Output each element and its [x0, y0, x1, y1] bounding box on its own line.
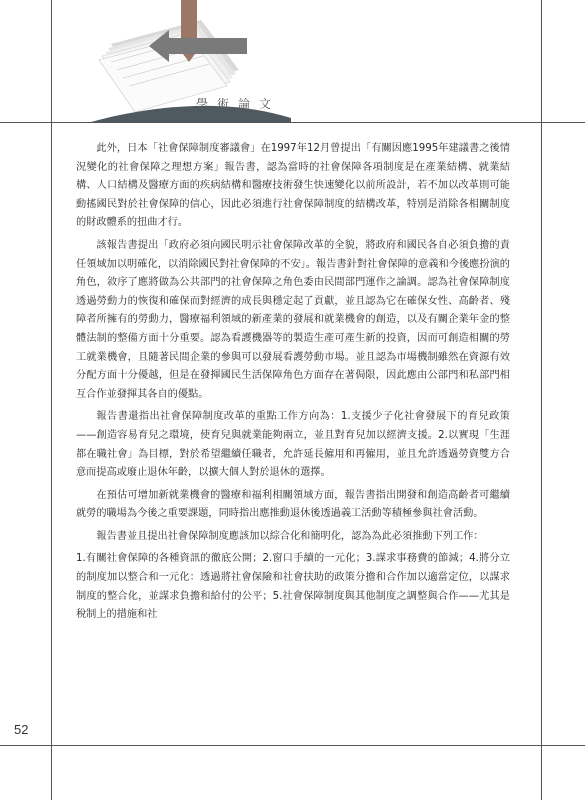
paragraph: 該報告書提出「政府必須向國民明示社會保障改革的全貌，將政府和國民各自必須負擔的責任領域加以明確化，以消除國民對社會保障的不安」。報告書針對社會保障的意義和今後應扮演的角色，敘序了應將做為公共部門的社會保障之角色委由民間部門運作之論調。認為社會保障制度透過勞動力的恢復和確保而對經濟的成長與穩定起了貢獻，並且認為它在確保女性、高齡者、殘障者所擁有的勞動力，醫療福利領域的新產業的發展和就業機會的創造，以及有關企業年金的整體法制的整備方面十分重要。認為看護機器等的製造生產可產生新的投資，因而可創造相關的勞工就業機會，且隨著民間企業的參與可以發展看護勞動市場。並且認為市場機制雖然在資源有效分配方面十分優越，但是在發揮國民生活保障角色方面存在著侷限，因此應由公部門和私部門相互合作並發揮其各自的優點。 — [76, 239, 510, 400]
paragraph: 此外，日本「社會保障制度審議會」在1997年12月曾提出「有關因應1995年建議書之後情況變化的社會保障之理想方案」報告書，認為當時的社會保障各項制度是在產業結構、就業結構、人口結構及醫療方面的疾病結構和醫療技術發生快速變化以前所設計，若不加以改革則可能動搖國民對於社會保障的信心，因此必須進行社會保障制度的結構改革，特別是消除各相關制度的財政體系的扭曲才行。 — [76, 143, 510, 229]
article-body — [76, 140, 510, 629]
right-margin-line — [541, 0, 542, 800]
paragraph: 報告書還指出社會保障制度改革的重點工作方向為：1.支援少子化社會發展下的育兒政策——創造容易育兒之環境，使育兒與就業能夠兩立，並且對育兒加以經濟支援。2.以實現「生涯都在職社會」為目標，對於希望繼續任職者，允許延長僱用和再僱用，並且允許透過勞資雙方合意而提高或廢止退休年齡，以擴大個人對於退休的選擇。 — [76, 411, 510, 479]
page-number: 52 — [14, 722, 29, 737]
list-paragraph: 1.有關社會保障的各種資訊的徹底公開；2.窗口手續的一元化；3.謀求事務費的節減；4.將分立的制度加以整合和一元化：透過將社會保險和社會扶助的政策分擔和合作加以適當定位，以謀求制度的整合化，並謀求負擔和給付的公平；5.社會保障制度與其他制度之調整與合作——尤其是稅制上的措施和社 — [76, 553, 510, 621]
section-title: 學術論文 — [196, 97, 281, 111]
paragraph: 在預估可增加新就業機會的醫療和福利相關領域方面，報告書指出開發和創造高齡者可繼續就勞的職場為今後之重要課題，同時指出應推動退休後透過義工活動等積極參與社會活動。 — [76, 489, 510, 520]
header-rule — [0, 122, 585, 123]
footer-rule — [0, 745, 585, 746]
paragraph: 報告書並且提出社會保障制度應該加以綜合化和簡明化，認為為此必須推動下列工作： — [96, 530, 484, 542]
